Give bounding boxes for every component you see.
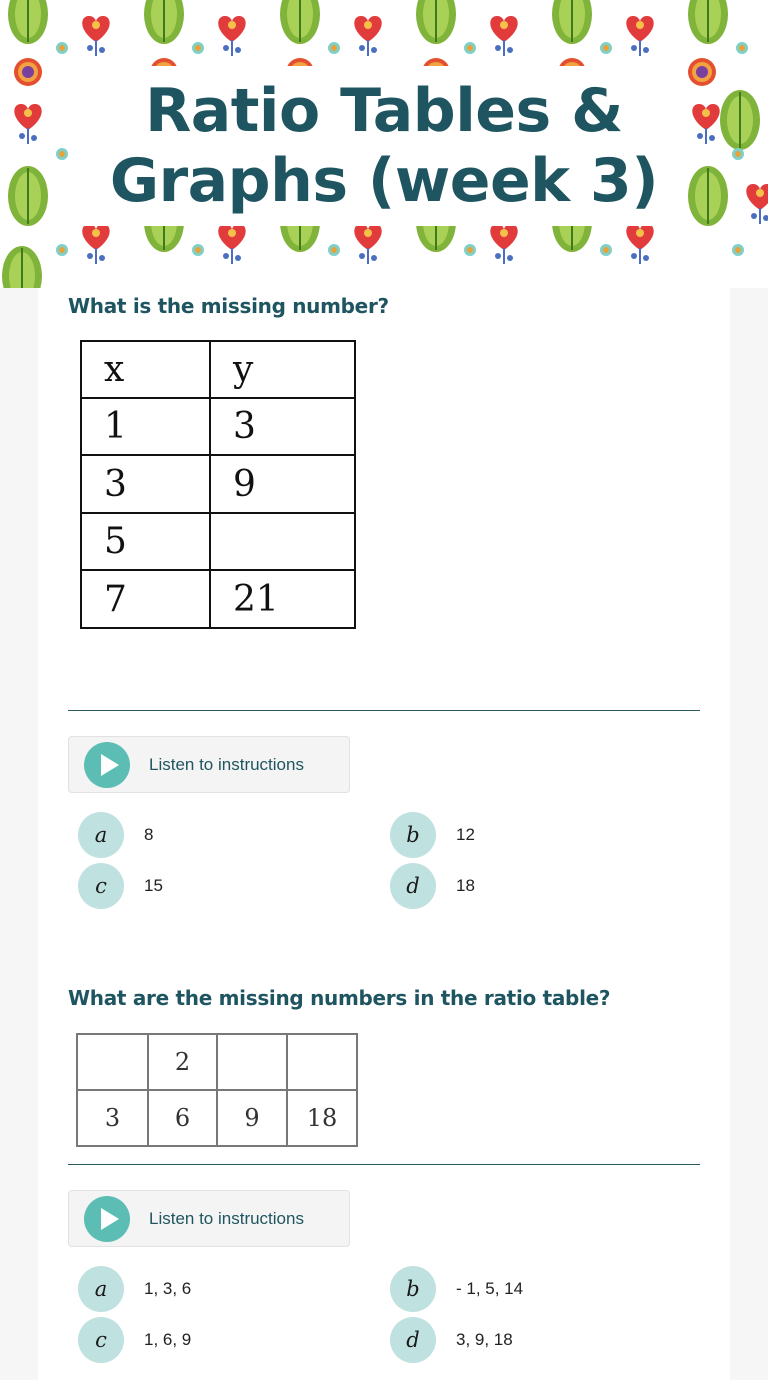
header-banner [0, 0, 768, 288]
worksheet-card [38, 288, 730, 1380]
table-cell: 9 [210, 455, 355, 513]
ratio-cell [287, 1034, 357, 1090]
table-cell: 7 [81, 570, 210, 628]
ratio-cell [217, 1034, 287, 1090]
listen-button[interactable] [68, 736, 350, 793]
question-2-ratio-table [76, 1033, 358, 1147]
option-text: 18 [456, 876, 475, 895]
table-cell-missing [210, 513, 355, 570]
option-letter-badge: a [78, 1266, 124, 1312]
answer-option-a[interactable] [78, 1266, 378, 1312]
option-letter-badge: c [78, 863, 124, 909]
ratio-cell: 3 [77, 1090, 148, 1146]
title-wrap [80, 66, 688, 226]
question-2-prompt: What are the missing numbers in the ratio table? [68, 986, 611, 1010]
answer-option-b[interactable] [390, 1266, 690, 1312]
ratio-cell [77, 1034, 148, 1090]
question-1-prompt: What is the missing number? [68, 294, 389, 318]
listen-label: Listen to instructions [149, 1209, 304, 1228]
play-icon[interactable] [84, 742, 130, 788]
listen-button[interactable] [68, 1190, 350, 1247]
ratio-cell: 9 [217, 1090, 287, 1146]
option-letter-badge: b [390, 812, 436, 858]
table-cell: 3 [81, 455, 210, 513]
answer-option-c[interactable] [78, 863, 378, 909]
option-text: 3, 9, 18 [456, 1330, 513, 1349]
option-letter-badge: d [390, 863, 436, 909]
answer-option-a[interactable] [78, 812, 378, 858]
option-text: 12 [456, 825, 475, 844]
table-header-y: y [210, 341, 355, 398]
play-icon[interactable] [84, 1196, 130, 1242]
option-text: 8 [144, 825, 154, 844]
ratio-cell: 6 [148, 1090, 217, 1146]
option-text: 1, 3, 6 [144, 1279, 192, 1298]
table-cell: 21 [210, 570, 355, 628]
option-letter-badge: c [78, 1317, 124, 1363]
answer-option-d[interactable] [390, 1317, 690, 1363]
option-text: 15 [144, 876, 163, 895]
question-1-table [80, 340, 356, 629]
option-letter-badge: b [390, 1266, 436, 1312]
answer-option-d[interactable] [390, 863, 690, 909]
option-letter-badge: d [390, 1317, 436, 1363]
table-cell: 1 [81, 398, 210, 455]
table-header-x: x [81, 341, 210, 398]
divider [68, 1164, 700, 1165]
option-letter-badge: a [78, 812, 124, 858]
page-title: Ratio Tables & Graphs (week 3) [109, 76, 659, 216]
option-text: - 1, 5, 14 [456, 1279, 524, 1298]
ratio-cell: 18 [287, 1090, 357, 1146]
answer-option-b[interactable] [390, 812, 690, 858]
table-cell: 5 [81, 513, 210, 570]
table-cell: 3 [210, 398, 355, 455]
divider [68, 710, 700, 711]
option-text: 1, 6, 9 [144, 1330, 192, 1349]
listen-label: Listen to instructions [149, 755, 304, 774]
ratio-cell: 2 [148, 1034, 217, 1090]
answer-option-c[interactable] [78, 1317, 378, 1363]
